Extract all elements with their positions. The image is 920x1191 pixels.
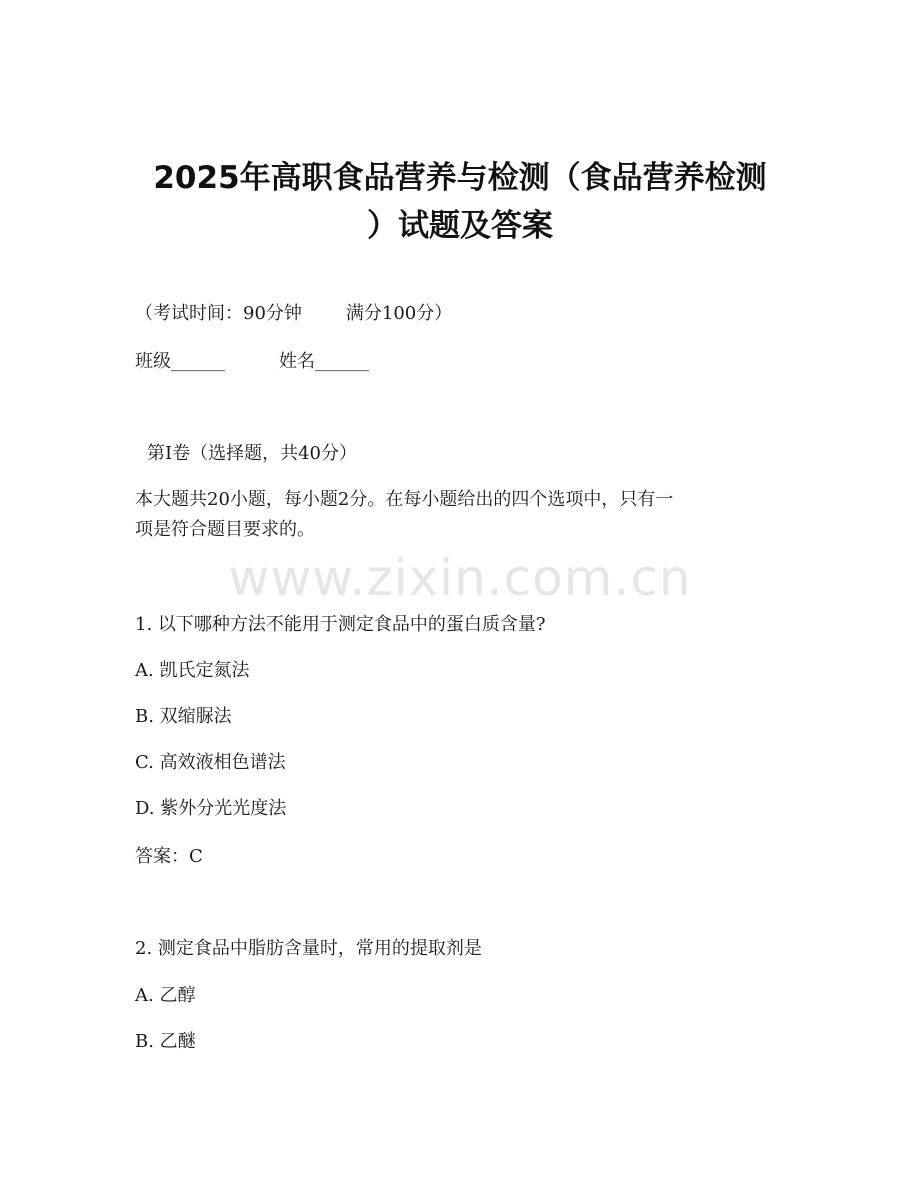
document-title-line-2: ）试题及答案 xyxy=(367,208,553,244)
question-1-option-a: A. 凯氏定氮法 xyxy=(135,660,250,681)
question-1-option-b: B. 双缩脲法 xyxy=(135,706,232,727)
question-2-stem: 2. 测定食品中脂肪含量时，常用的提取剂是 xyxy=(135,938,482,959)
exam-full-score: 满分100分） xyxy=(345,303,453,324)
question-1-answer: 答案：C xyxy=(135,846,203,867)
class-field: 班级______ xyxy=(135,351,225,372)
question-1-option-c: C. 高效液相色谱法 xyxy=(135,752,286,773)
instructions-line-2: 项是符合题目要求的。 xyxy=(135,519,315,540)
document-title-line-1: 2025年高职食品营养与检测（食品营养检测 xyxy=(153,160,767,196)
question-2-option-b: B. 乙醚 xyxy=(135,1031,196,1052)
exam-info xyxy=(135,302,452,326)
section-heading: 第I卷（选择题，共40分） xyxy=(147,443,358,464)
question-2-option-a: A. 乙醇 xyxy=(135,985,196,1006)
question-1-option-d: D. 紫外分光光度法 xyxy=(135,798,287,819)
student-info xyxy=(135,350,369,374)
instructions-line-1: 本大题共20小题，每小题2分。在每小题给出的四个选项中，只有一 xyxy=(135,489,674,510)
exam-time: （考试时间：90分钟 xyxy=(135,303,302,324)
watermark: www.zixin.com.cn xyxy=(228,549,692,607)
question-1-stem: 1. 以下哪种方法不能用于测定食品中的蛋白质含量? xyxy=(135,614,546,635)
name-field: 姓名______ xyxy=(279,351,369,372)
